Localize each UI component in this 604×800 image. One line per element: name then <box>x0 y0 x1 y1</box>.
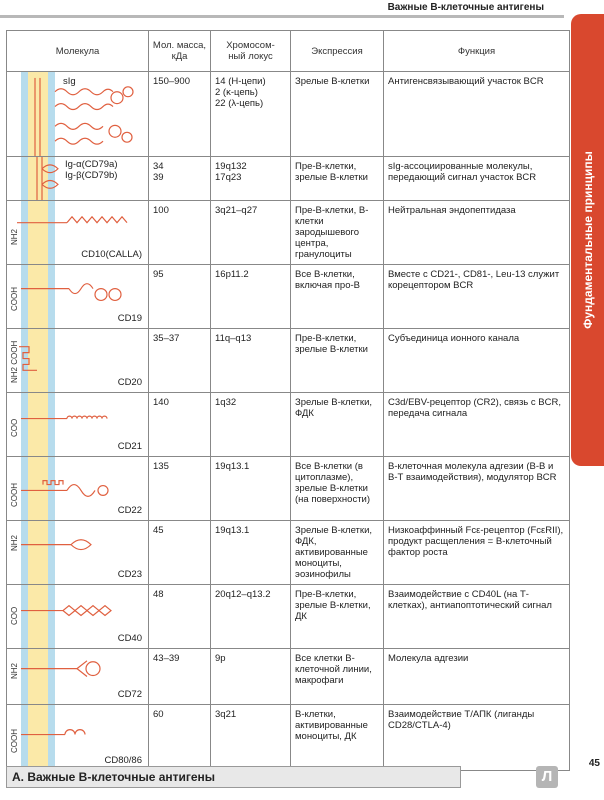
table-row <box>7 457 570 521</box>
molecule-diagram-cd10 <box>7 201 149 265</box>
cell-expression: Все В-клетки, включая про-В <box>291 265 384 329</box>
cell-mass: 34 39 <box>149 157 211 201</box>
cell-function: Антигенсвязывающий участок BCR <box>384 72 570 157</box>
sig-molecule-drawing <box>7 72 149 156</box>
cell-function: Субъединица ионного канала <box>384 329 570 393</box>
cell-mass: 95 <box>149 265 211 329</box>
cell-locus: 16p11.2 <box>211 265 291 329</box>
molecule-diagram-cd79 <box>7 157 149 201</box>
cell-mass: 135 <box>149 457 211 521</box>
cell-locus: 9p <box>211 649 291 705</box>
molecule-diagram-cd23 <box>7 521 149 585</box>
table-row <box>7 72 570 157</box>
terminus-label: COO <box>10 418 19 437</box>
molecule-label: CD22 <box>117 505 142 516</box>
molecule-label: CD40 <box>117 633 142 644</box>
col-header-function: Функция <box>384 31 570 72</box>
table-row <box>7 265 570 329</box>
cell-mass: 150–900 <box>149 72 211 157</box>
cell-locus: 11q–q13 <box>211 329 291 393</box>
terminus-label: NH2 <box>10 228 19 245</box>
figure-caption: А. Важные В-клеточные антигены <box>6 766 461 788</box>
col-header-locus: Хромосом- ный локус <box>211 31 291 72</box>
molecule-label: CD80/86 <box>104 755 142 766</box>
cell-locus: 19q132 17q23 <box>211 157 291 201</box>
cell-mass: 48 <box>149 585 211 649</box>
col-header-mass: Мол. масса, кДа <box>149 31 211 72</box>
watermark-logo: Л <box>536 766 558 788</box>
cell-function: В-клеточная молекула адгезии (В-В и В-Т взаимодействия), модулятор BCR <box>384 457 570 521</box>
cell-function: Взаимодействие Т/АПК (лиганды CD28/CTLA-4) <box>384 705 570 771</box>
page-number: 45 <box>588 758 600 769</box>
molecule-label: CD72 <box>117 689 142 700</box>
terminus-label: COOH <box>10 729 19 753</box>
cell-mass: 45 <box>149 521 211 585</box>
terminus-label: COO <box>10 606 19 625</box>
terminus-label: COOH <box>10 287 19 311</box>
molecule-label: CD20 <box>117 377 142 388</box>
table-header-row <box>7 31 570 72</box>
cell-expression: Все В-клетки (в цитоплазме), зрелые В-клетки (на поверхности) <box>291 457 384 521</box>
table-row <box>7 585 570 649</box>
col-header-molecule: Молекула <box>7 31 149 72</box>
table-row <box>7 329 570 393</box>
terminus-label: NH2 COOH <box>10 340 19 383</box>
molecule-diagram-cd20 <box>7 329 149 393</box>
cell-function: Взаимодействие с CD40L (на Т-клетках), антиапоптотический сигнал <box>384 585 570 649</box>
table-row <box>7 521 570 585</box>
cell-expression: Зрелые В-клетки, ФДК, активированные моноциты, эозинофилы <box>291 521 384 585</box>
cell-expression: В-клетки, активированные моноциты, ДК <box>291 705 384 771</box>
molecule-label: CD23 <box>117 569 142 580</box>
cell-function: sIg-ассоциированные молекулы, передающий сигнал участок BCR <box>384 157 570 201</box>
terminus-label: COOH <box>10 483 19 507</box>
molecule-diagram-cd19 <box>7 265 149 329</box>
molecule-diagram-cd80-86 <box>7 705 149 771</box>
cell-mass: 35–37 <box>149 329 211 393</box>
cell-function: C3d/EBV-рецептор (CR2), связь с BCR, передача сигнала <box>384 393 570 457</box>
cell-expression: Зрелые В-клетки <box>291 72 384 157</box>
table-row <box>7 649 570 705</box>
cell-locus: 20q12–q13.2 <box>211 585 291 649</box>
molecule-label: Ig-α(CD79a) Ig-β(CD79b) <box>65 159 118 181</box>
table-row <box>7 393 570 457</box>
cell-expression: Пре-В-клетки, В-клетки зародышевого центра, гранулоциты <box>291 201 384 265</box>
terminus-label: NH2 <box>10 534 19 551</box>
cell-locus: 19q13.1 <box>211 457 291 521</box>
cell-expression: Зрелые В-клетки, ФДК <box>291 393 384 457</box>
table-row <box>7 201 570 265</box>
molecule-diagram-cd21 <box>7 393 149 457</box>
molecule-label: sIg <box>63 76 76 87</box>
side-tab-label: Фундаментальные принципы <box>580 151 595 329</box>
page-header-title: Важные В-клеточные антигены <box>387 2 544 13</box>
molecule-label: CD19 <box>117 313 142 324</box>
cell-expression: Все клетки В-клеточной линии, макрофаги <box>291 649 384 705</box>
cell-locus: 1q32 <box>211 393 291 457</box>
cell-locus: 14 (H-цепи) 2 (κ-цепь) 22 (λ-цепь) <box>211 72 291 157</box>
b-cell-antigen-table <box>6 30 570 771</box>
cell-function: Низкоаффинный Fcε-рецептор (FcεRII), продукт расщепления = В-клеточный фактор роста <box>384 521 570 585</box>
cell-mass: 140 <box>149 393 211 457</box>
molecule-label: CD10(CALLA) <box>81 249 142 260</box>
cell-locus: 19q13.1 <box>211 521 291 585</box>
cell-function: Вместе с CD21-, CD81-, Leu-13 служит корецептором BCR <box>384 265 570 329</box>
molecule-diagram-cd22 <box>7 457 149 521</box>
cell-function: Молекула адгезии <box>384 649 570 705</box>
cell-function: Нейтральная эндопептидаза <box>384 201 570 265</box>
cell-mass: 60 <box>149 705 211 771</box>
molecule-diagram-cd40 <box>7 585 149 649</box>
cell-locus: 3q21 <box>211 705 291 771</box>
cell-expression: Пре-В-клетки, зрелые В-клетки, ДК <box>291 585 384 649</box>
cell-expression: Пре-В-клетки, зрелые В-клетки <box>291 329 384 393</box>
section-side-tab <box>571 14 604 466</box>
header-rule <box>0 15 564 18</box>
cell-mass: 43–39 <box>149 649 211 705</box>
cell-expression: Пре-В-клетки, зрелые В-клетки <box>291 157 384 201</box>
table-row <box>7 157 570 201</box>
molecule-diagram-sig <box>7 72 149 157</box>
table-row <box>7 705 570 771</box>
molecule-diagram-cd72 <box>7 649 149 705</box>
terminus-label: NH2 <box>10 662 19 679</box>
molecule-label: CD21 <box>117 441 142 452</box>
cell-locus: 3q21–q27 <box>211 201 291 265</box>
col-header-expression: Экспрессия <box>291 31 384 72</box>
cell-mass: 100 <box>149 201 211 265</box>
